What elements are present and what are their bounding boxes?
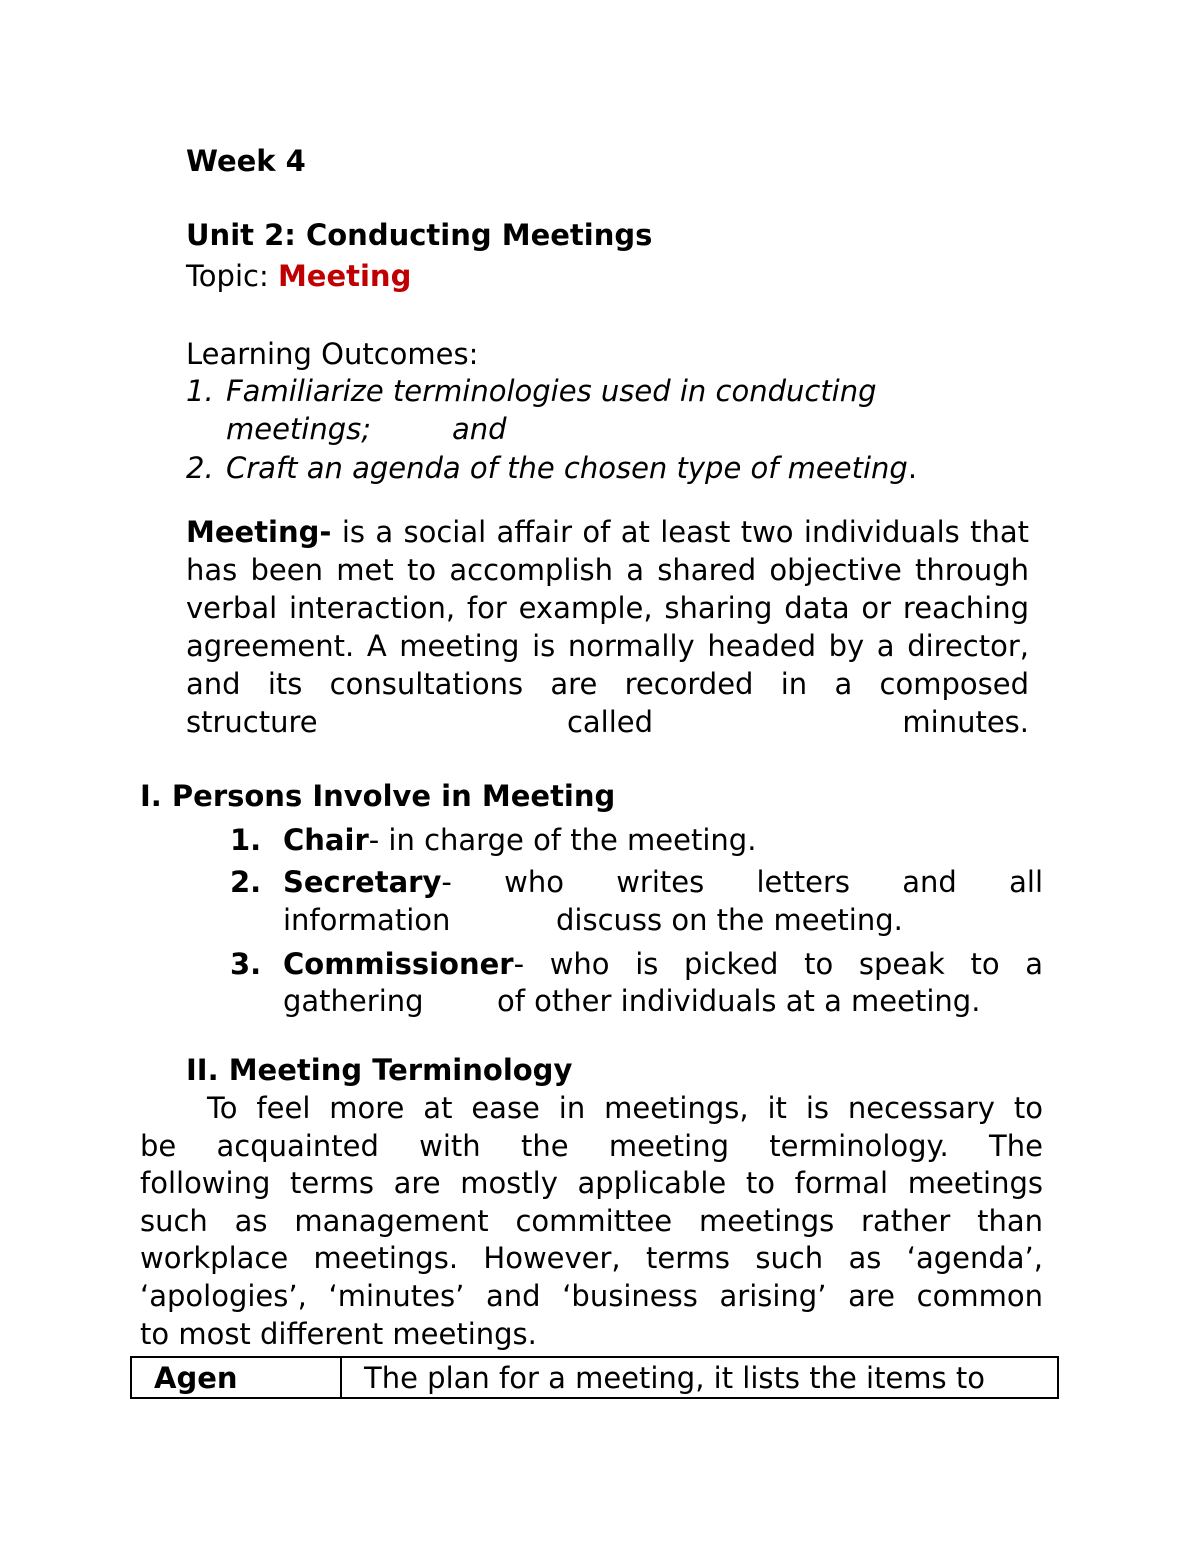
outcome-number: 2. bbox=[186, 451, 214, 485]
week-heading: Week 4 bbox=[186, 144, 306, 178]
outcome-text: Craft an agenda of the chosen type of meeting bbox=[226, 451, 908, 485]
outcome-text-continued: and bbox=[452, 412, 507, 446]
paragraph-line: be acquainted with the meeting terminology. The bbox=[140, 1129, 1043, 1163]
paragraph-line: following terms are mostly applicable to formal meetings bbox=[140, 1166, 1043, 1200]
outcomes-heading: Learning Outcomes: bbox=[186, 337, 479, 371]
paragraph-line: To feel more at ease in meetings, it is necessary to bbox=[207, 1091, 1043, 1125]
role-description-continued: of other individuals at a meeting. bbox=[497, 984, 981, 1018]
outcome-number: 1. bbox=[186, 374, 214, 408]
list-item-secretary bbox=[283, 863, 1043, 901]
list-item-commissioner bbox=[283, 945, 1043, 983]
role-description-continued: information bbox=[283, 903, 451, 937]
paragraph-line: ‘apologies’, ‘minutes’ and ‘business arising’ are common bbox=[140, 1279, 1043, 1313]
topic-value: Meeting bbox=[277, 259, 412, 293]
role-description-continued: discuss on the meeting. bbox=[556, 903, 903, 937]
list-number: 2. bbox=[230, 865, 262, 899]
outcome-line bbox=[226, 449, 917, 487]
paragraph-line: such as management committee meetings rather than bbox=[140, 1204, 1043, 1238]
role-term: Commissioner bbox=[283, 947, 514, 981]
role-term: Secretary bbox=[283, 865, 442, 899]
list-number: 1. bbox=[230, 823, 262, 857]
definition-text: is a social affair of at least two individuals that has been met to accomplish a shared objective through verbal interaction, for example, sharing data or reaching agreement. A meeting is normally headed by a director, and its consultations are recorded in a composed structure called minutes. bbox=[186, 515, 1029, 739]
terminology-table bbox=[130, 1356, 1059, 1399]
outcome-period: . bbox=[907, 451, 918, 485]
definition-term: Meeting- bbox=[186, 515, 332, 549]
section-heading-persons: I. Persons Involve in Meeting bbox=[140, 779, 616, 813]
list-number: 3. bbox=[230, 947, 262, 981]
paragraph-line: workplace meetings. However, terms such as ‘agenda’, bbox=[140, 1241, 1043, 1275]
topic-label: Topic: bbox=[186, 259, 278, 293]
paragraph-line: to most different meetings. bbox=[140, 1317, 537, 1351]
outcome-text: Familiarize terminologies used in conducting bbox=[226, 374, 877, 408]
table-definition-cell: The plan for a meeting, it lists the items to bbox=[341, 1357, 1058, 1398]
table-term-cell: Agen bbox=[131, 1357, 341, 1398]
role-description-continued: gathering bbox=[283, 984, 424, 1018]
list-item-chair bbox=[283, 821, 756, 859]
outcome-text-continued: meetings; bbox=[226, 412, 372, 446]
role-description: - who is picked to speak to a bbox=[513, 947, 1043, 981]
section-heading-terminology: II. Meeting Terminology bbox=[186, 1053, 573, 1087]
role-description: - in charge of the meeting. bbox=[368, 823, 757, 857]
role-description: - who writes letters and all bbox=[441, 865, 1043, 899]
role-term: Chair bbox=[283, 823, 369, 857]
unit-heading: Unit 2: Conducting Meetings bbox=[186, 218, 653, 252]
meeting-definition bbox=[186, 513, 1029, 741]
table-row bbox=[131, 1357, 1058, 1398]
topic-line bbox=[186, 257, 411, 295]
